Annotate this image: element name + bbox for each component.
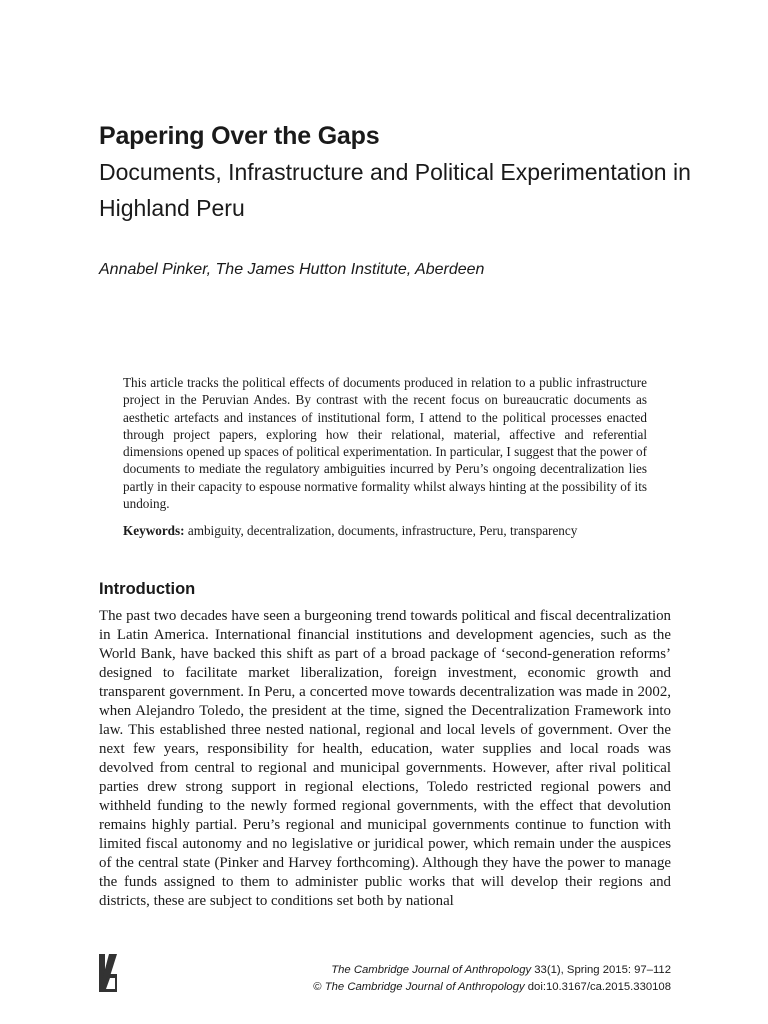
article-title: Papering Over the Gaps (99, 122, 380, 150)
article-subtitle: Documents, Infrastructure and Political Experimentation in Highland Peru (99, 159, 691, 221)
copyright-symbol: © (313, 981, 325, 993)
journal-issue: 33(1), Spring 2015: 97–112 (531, 964, 671, 976)
author-affiliation: Annabel Pinker, The James Hutton Institute, Aberdeen (99, 261, 485, 278)
journal-name-copyright: The Cambridge Journal of Anthropology (324, 981, 525, 993)
body-paragraph: The past two decades have seen a burgeoning trend towards political and fiscal decentralization in Latin America. International financial institutions and development agencies, such as the World Bank, have backed this shift as part of a broad package of ‘second-generation reforms’ designed to facilitate market liberalization, foreign investment, economic growth and transparent government. In Peru, a concerted move towards decentralization was made in 2002, when Alejandro Toledo, the president at the time, signed the Decentralization Framework into law. This established three nested national, regional and local levels of government. Over the next few years, responsibility for health, education, water supplies and local roads was devolved from central to regional and municipal governments. However, after rival political parties drew strong support in regional elections, Toledo restricted regional powers and withheld funding to the newly formed regional governments, with the effect that devolution remains highly partial. Peru’s regional and municipal governments continue to function with limited fiscal autonomy and no legislative or juridical power, which remain under the auspices of the central state (Pinker and Harvey forthcoming). Although they have the power to manage the funds assigned to them to administer public works that will develop their regions and districts, these are subject to conditions set both by national (99, 608, 671, 909)
footer-copyright-line (313, 979, 671, 996)
footer-citation-line (313, 962, 671, 979)
footer (313, 962, 671, 996)
keywords (123, 522, 683, 540)
journal-name: The Cambridge Journal of Anthropology (331, 964, 532, 976)
keywords-label: Keywords: (123, 523, 185, 538)
doi: doi:10.3167/ca.2015.330108 (524, 981, 671, 993)
publisher-logo-icon (97, 954, 119, 994)
keywords-list: ambiguity, decentralization, documents, infrastructure, Peru, transparency (187, 523, 578, 538)
abstract: This article tracks the political effects of documents produced in relation to a public infrastructure project in the Peruvian Andes. By contrast with the recent focus on bureaucratic documents as aesthetic artefacts and instances of institutional form, I attend to the political processes enacted through project papers, exploring how their relational, material, affective and referential dimensions opened up spaces of political experimentation. In particular, I suggest that the power of documents to mediate the regulatory ambiguities incurred by Peru’s ongoing decentralization lies partly in their capacity to espouse normative formality whilst always hinting at the possibility of its undoing. (123, 375, 647, 512)
section-heading: Introduction (99, 580, 196, 598)
